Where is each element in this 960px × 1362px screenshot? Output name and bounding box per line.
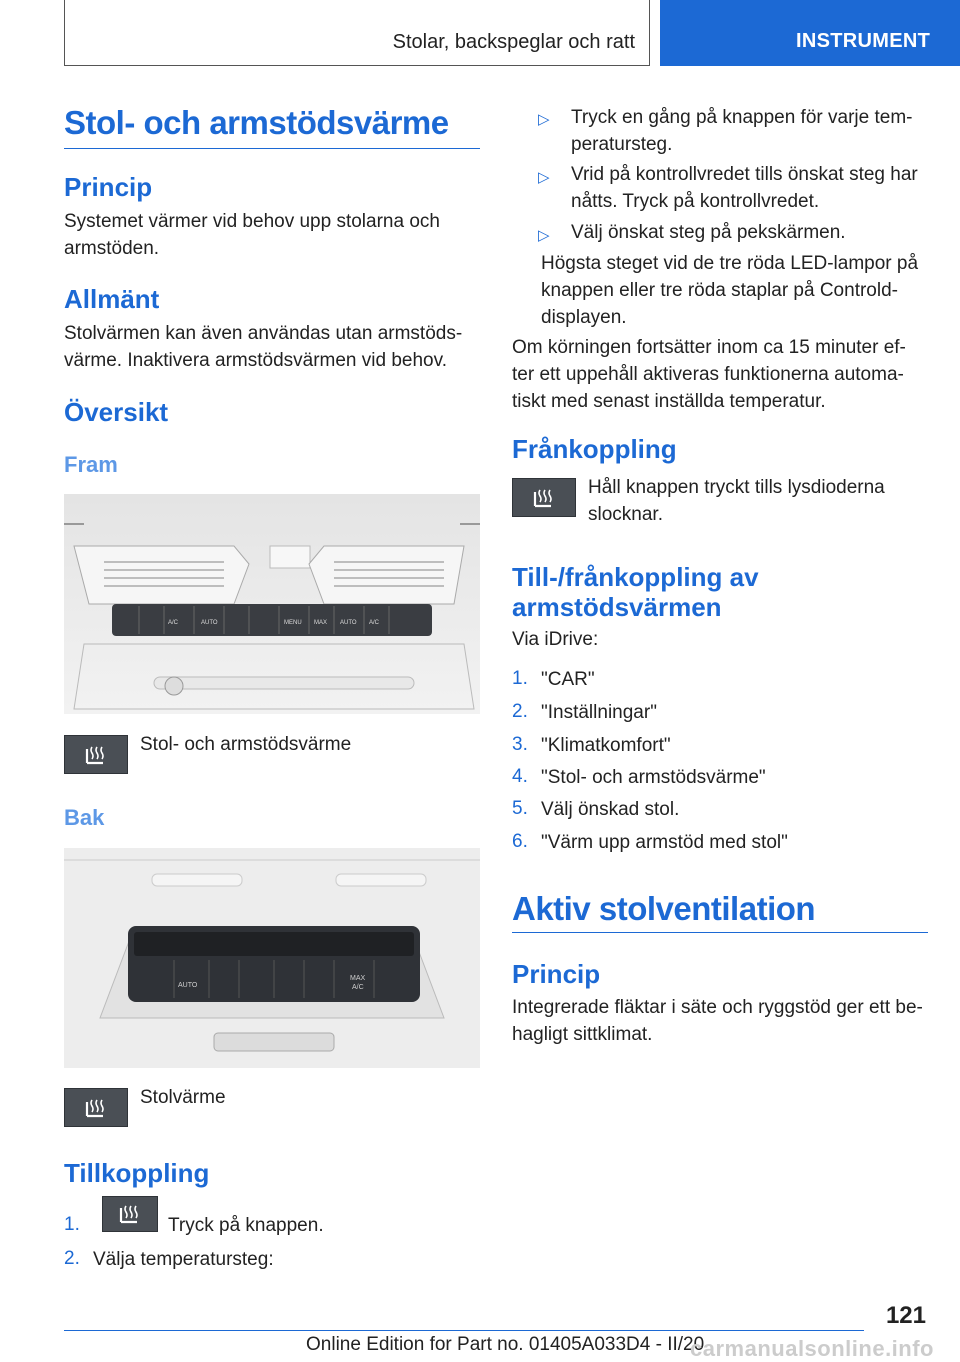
- menu-step: "Klimatkomfort": [541, 735, 671, 756]
- menu-step: "CAR": [541, 669, 595, 690]
- section-tab[interactable]: [660, 0, 960, 66]
- menu-step: "Stol- och armstödsvärme": [541, 767, 766, 788]
- oversikt-heading: Översikt: [64, 397, 169, 427]
- bak-heading: Bak: [64, 805, 105, 830]
- tillkoppling-heading: Tillkoppling: [64, 1158, 210, 1188]
- menu-step-number: 5.: [512, 798, 528, 819]
- page-number: 121: [885, 1302, 926, 1329]
- step2-number: 2.: [64, 1248, 80, 1269]
- step1-text: Tryck på knappen.: [168, 1215, 324, 1236]
- step1-number: 1.: [64, 1214, 80, 1235]
- svg-text:AUTO: AUTO: [340, 620, 357, 626]
- svg-text:A/C: A/C: [352, 984, 364, 991]
- fram-heading: Fram: [64, 452, 118, 477]
- svg-text:AUTO: AUTO: [178, 982, 198, 989]
- svg-text:AUTO: AUTO: [201, 620, 218, 626]
- menu-step-number: 3.: [512, 734, 528, 755]
- front-console-photo: [64, 494, 480, 714]
- aktiv-title: Aktiv stolventilation: [512, 890, 816, 927]
- menu-step: "Värm upp armstöd med stol": [541, 832, 788, 853]
- section-tab-label: INSTRUMENT: [796, 30, 931, 52]
- seat-heating-off-icon: [512, 478, 576, 517]
- frankoppling-text: Håll knappen tryckt tills lysdioderna slocknar.: [588, 477, 885, 525]
- menu-step-number: 6.: [512, 831, 528, 852]
- page-title: Stol- och armstödsvärme: [64, 104, 449, 141]
- rear-console-photo: [64, 848, 480, 1068]
- menu-step: Välj önskad stol.: [541, 799, 680, 820]
- svg-text:A/C: A/C: [168, 620, 179, 626]
- svg-text:MENU: MENU: [284, 620, 302, 626]
- resume-text: Om körningen fortsätter inom ca 15 minuter ef- ter ett uppehåll aktiveras funktionerna automa- tiskt med senast inställda temperatur.: [512, 337, 906, 412]
- svg-text:MAX: MAX: [350, 975, 366, 982]
- chapter-header: [64, 0, 650, 66]
- rear-caption: Stolvärme: [140, 1087, 226, 1108]
- seat-heating-button-icon: [64, 735, 128, 774]
- aktiv-princip-heading: Princip: [512, 959, 601, 989]
- till-fran-heading: Till-/frånkoppling av armstödsvärmen: [512, 562, 759, 622]
- bullet-marker: ▷: [538, 227, 550, 244]
- aktiv-rule: [512, 932, 928, 933]
- seat-heating-rear-icon: [64, 1088, 128, 1127]
- princip-text: Systemet värmer vid behov upp stolarna och armstöden.: [64, 211, 440, 259]
- front-caption: Stol- och armstödsvärme: [140, 734, 352, 755]
- svg-text:A/C: A/C: [369, 620, 380, 626]
- frankoppling-heading: Frånkoppling: [512, 434, 677, 464]
- watermark: carmanualsonline.info: [690, 1336, 934, 1361]
- bullet-2: Vrid på kontrollvredet tills önskat steg har nåtts. Tryck på kontrollvredet.: [571, 164, 918, 212]
- princip-heading: Princip: [64, 172, 153, 202]
- bullet-3: Välj önskat steg på pekskärmen.: [571, 222, 846, 243]
- svg-text:MAX: MAX: [314, 620, 328, 626]
- allmant-text: Stolvärmen kan även användas utan armstöds- värme. Inaktivera armstödsvärmen vid behov.: [64, 323, 463, 371]
- bullet-marker: ▷: [538, 169, 550, 186]
- step2-text: Välja temperatursteg:: [93, 1249, 274, 1270]
- footer-rule: [64, 1330, 864, 1331]
- title-rule: [64, 148, 480, 149]
- menu-step-number: 2.: [512, 701, 528, 722]
- menu-step-number: 4.: [512, 766, 528, 787]
- aktiv-princip-text: Integrerade fläktar i säte och ryggstöd ger ett be- hagligt sittklimat.: [512, 997, 923, 1045]
- edition-text: Online Edition for Part no. 01405A033D4 - II/20: [306, 1334, 705, 1355]
- menu-step: "Inställningar": [541, 702, 657, 723]
- menu-step-number: 1.: [512, 668, 528, 689]
- chapter-title: Stolar, backspeglar och ratt: [392, 31, 635, 53]
- bullet-1: Tryck en gång på knappen för varje tem- peratursteg.: [571, 107, 913, 155]
- bullet-marker: ▷: [538, 111, 550, 128]
- note-text: Högsta steget vid de tre röda LED-lampor på knappen eller tre röda staplar på Controld- displayen.: [541, 253, 919, 328]
- seat-heating-inline-icon: [102, 1196, 158, 1232]
- via-idrive: Via iDrive:: [512, 629, 599, 650]
- allmant-heading: Allmänt: [64, 284, 160, 314]
